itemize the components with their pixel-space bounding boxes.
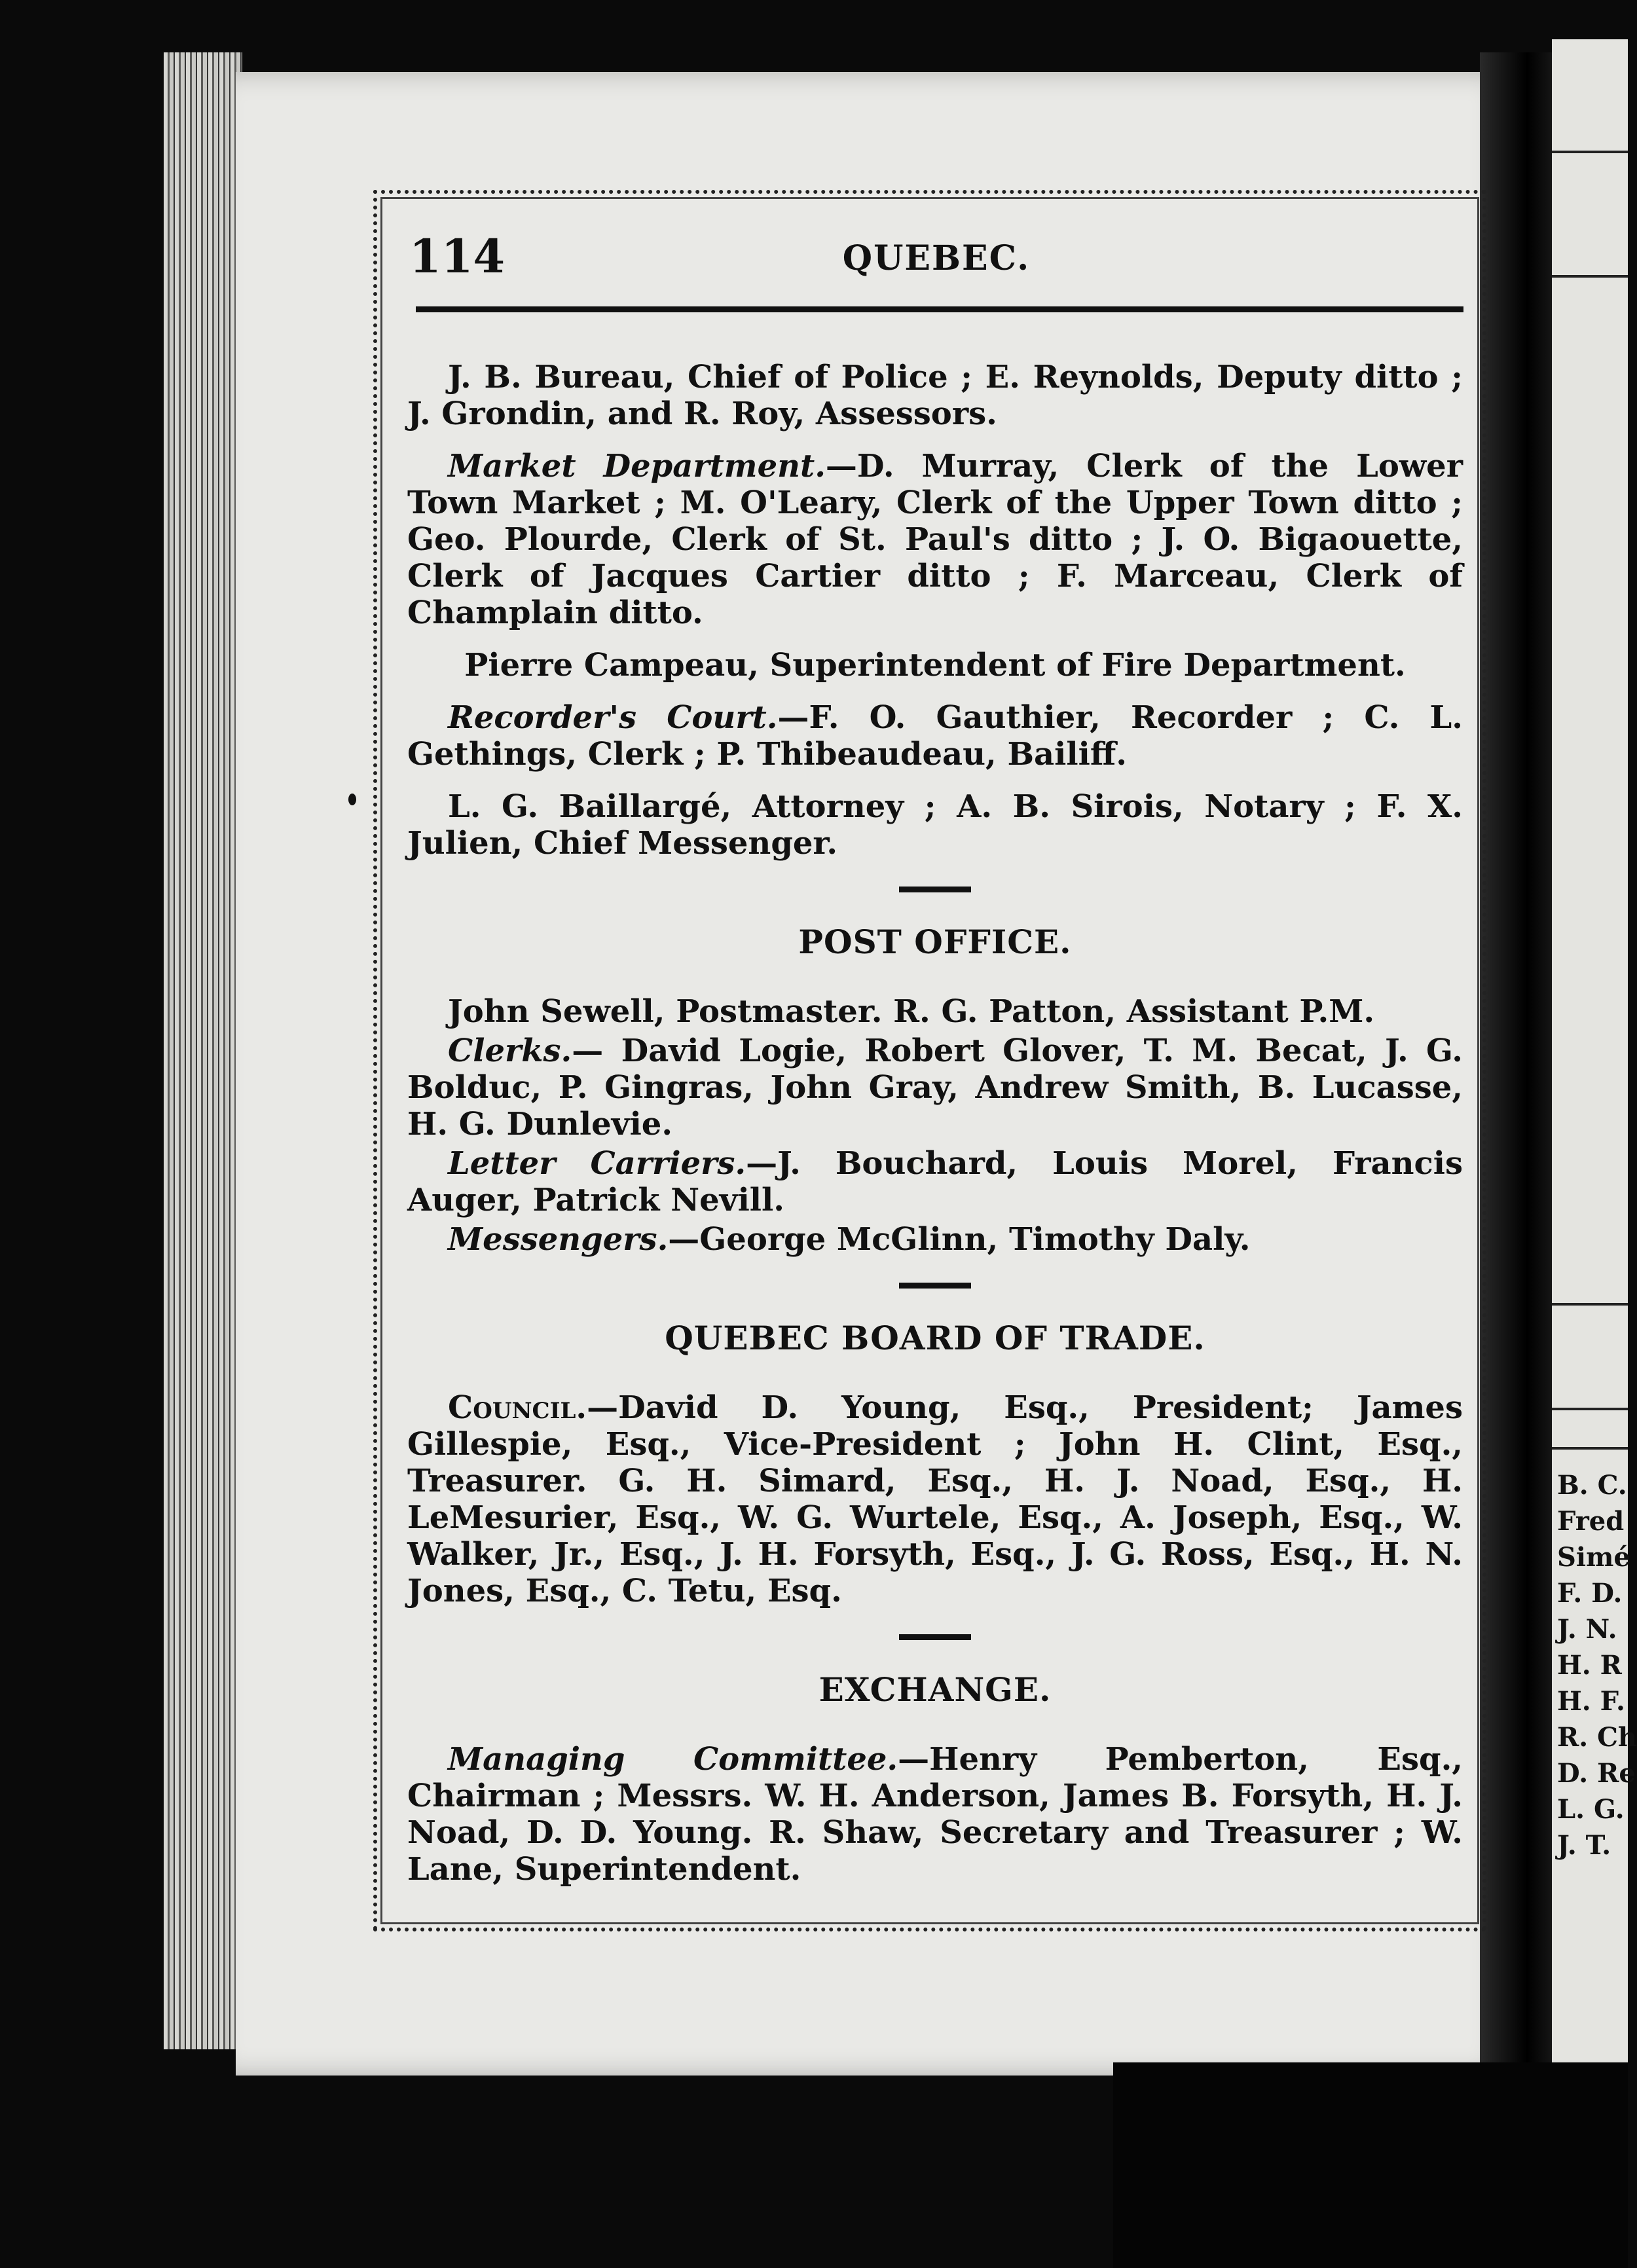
section-label: Recorder's Court. (448, 699, 778, 736)
facing-page-entry: J. T. (1557, 1830, 1611, 1861)
paragraph-police: J. B. Bureau, Chief of Police ; E. Reynolds, Deputy ditto ; J. Grondin, and R. Roy, Assessors. (407, 359, 1463, 432)
paragraph-recorder (407, 699, 1463, 773)
section-label: Council. (448, 1389, 587, 1426)
paragraph-text: — David Logie, Robert Glover, T. M. Becat, J. G. Bolduc, P. Gingras, John Gray, Andrew Smith, B. Lucasse, H. G. Dunlevie. (407, 1033, 1463, 1143)
header-rule (416, 306, 1463, 312)
section-divider (899, 1634, 971, 1640)
facing-page-rule (1552, 1447, 1628, 1450)
paragraph-council (407, 1389, 1463, 1609)
facing-page-rule (1552, 275, 1628, 278)
page-number: 114 (409, 229, 506, 284)
page-body (407, 359, 1463, 1903)
facing-page-entry: H. F. (1557, 1686, 1625, 1717)
section-label: Managing Committee. (448, 1741, 898, 1778)
running-head: QUEBEC. (842, 238, 1031, 278)
section-divider (899, 1283, 971, 1289)
paragraph-fire: Pierre Campeau, Superintendent of Fire Department. (464, 647, 1406, 684)
facing-page-rule (1552, 1303, 1628, 1306)
facing-page (1552, 39, 1637, 2069)
paragraph-text: —David D. Young, Esq., President; James Gillespie, Esq., Vice-President ; John H. Clint, Esq., Treasurer. G. H. Simard, Esq., H. J. Noad, Esq., H. LeMesurier, Esq., W. G. Wurtele, Esq., A. Joseph, Esq., W. Walker, Jr., Esq., J. H. Forsyth, Esq., J. G. Ross, Esq., H. N. Jones, Esq., C. Tetu, Esq. (407, 1389, 1463, 1609)
facing-page-entry: Simé (1557, 1542, 1630, 1573)
facing-page-entry: J. N. (1557, 1614, 1617, 1645)
section-label: Messengers. (448, 1221, 669, 1258)
facing-page-entry: R. Ch (1557, 1722, 1637, 1753)
facing-page-entry: Fred (1557, 1506, 1625, 1537)
paragraph-carriers (407, 1145, 1463, 1218)
background-shadow (1113, 2062, 1628, 2268)
paragraph-postmaster: John Sewell, Postmaster. R. G. Patton, Assistant P.M. (448, 993, 1375, 1030)
paragraph-committee (407, 1741, 1463, 1888)
paragraph-messengers (407, 1221, 1463, 1258)
ink-mark (348, 794, 356, 805)
facing-page-rule (1552, 1408, 1628, 1410)
facing-page-entry: F. D. (1557, 1578, 1623, 1609)
section-label: Clerks. (448, 1033, 572, 1069)
book-page-edges (164, 52, 242, 2049)
paragraph-clerks (407, 1033, 1463, 1143)
facing-page-rule (1552, 151, 1628, 153)
facing-page-entry: D. Re (1557, 1758, 1636, 1789)
paragraph-text: —Henry Pemberton, Esq., Chairman ; Messrs. W. H. Anderson, James B. Forsyth, H. J. Noad, D. D. Young. R. Shaw, Secretary and Treasurer ; W. Lane, Superintendent. (407, 1741, 1463, 1888)
paragraph-attorney: L. G. Baillargé, Attorney ; A. B. Sirois, Notary ; F. X. Julien, Chief Messenger. (407, 788, 1463, 862)
facing-page-entry: H. R (1557, 1650, 1622, 1681)
section-heading-board-of-trade: QUEBEC BOARD OF TRADE. (665, 1319, 1205, 1357)
section-heading-post-office: POST OFFICE. (798, 923, 1072, 961)
facing-page-entry: L. G. (1557, 1794, 1625, 1825)
section-label: Letter Carriers. (448, 1145, 746, 1182)
section-heading-exchange: EXCHANGE. (819, 1670, 1052, 1709)
book-gutter (1480, 52, 1558, 2069)
section-divider (899, 887, 971, 892)
paragraph-text: —J. Bouchard, Louis Morel, Francis Auger, Patrick Nevill. (407, 1145, 1463, 1218)
facing-page-entry: B. C. (1557, 1470, 1627, 1501)
page-header (409, 229, 1463, 288)
paragraph-text: —D. Murray, Clerk of the Lower Town Market ; M. O'Leary, Clerk of the Upper Town ditto ; Geo. Plourde, Clerk of St. Paul's ditto ; J. O. Bigaouette, Clerk of Jacques Cartier ditto ; F. Marceau, Clerk of Champlain ditto. (407, 448, 1463, 631)
paragraph-text: —George McGlinn, Timothy Daly. (668, 1221, 1251, 1258)
section-label: Market Department. (448, 448, 826, 485)
paragraph-market (407, 448, 1463, 631)
paragraph-text: —F. O. Gauthier, Recorder ; C. L. Gethings, Clerk ; P. Thibeaudeau, Bailiff. (407, 699, 1463, 773)
